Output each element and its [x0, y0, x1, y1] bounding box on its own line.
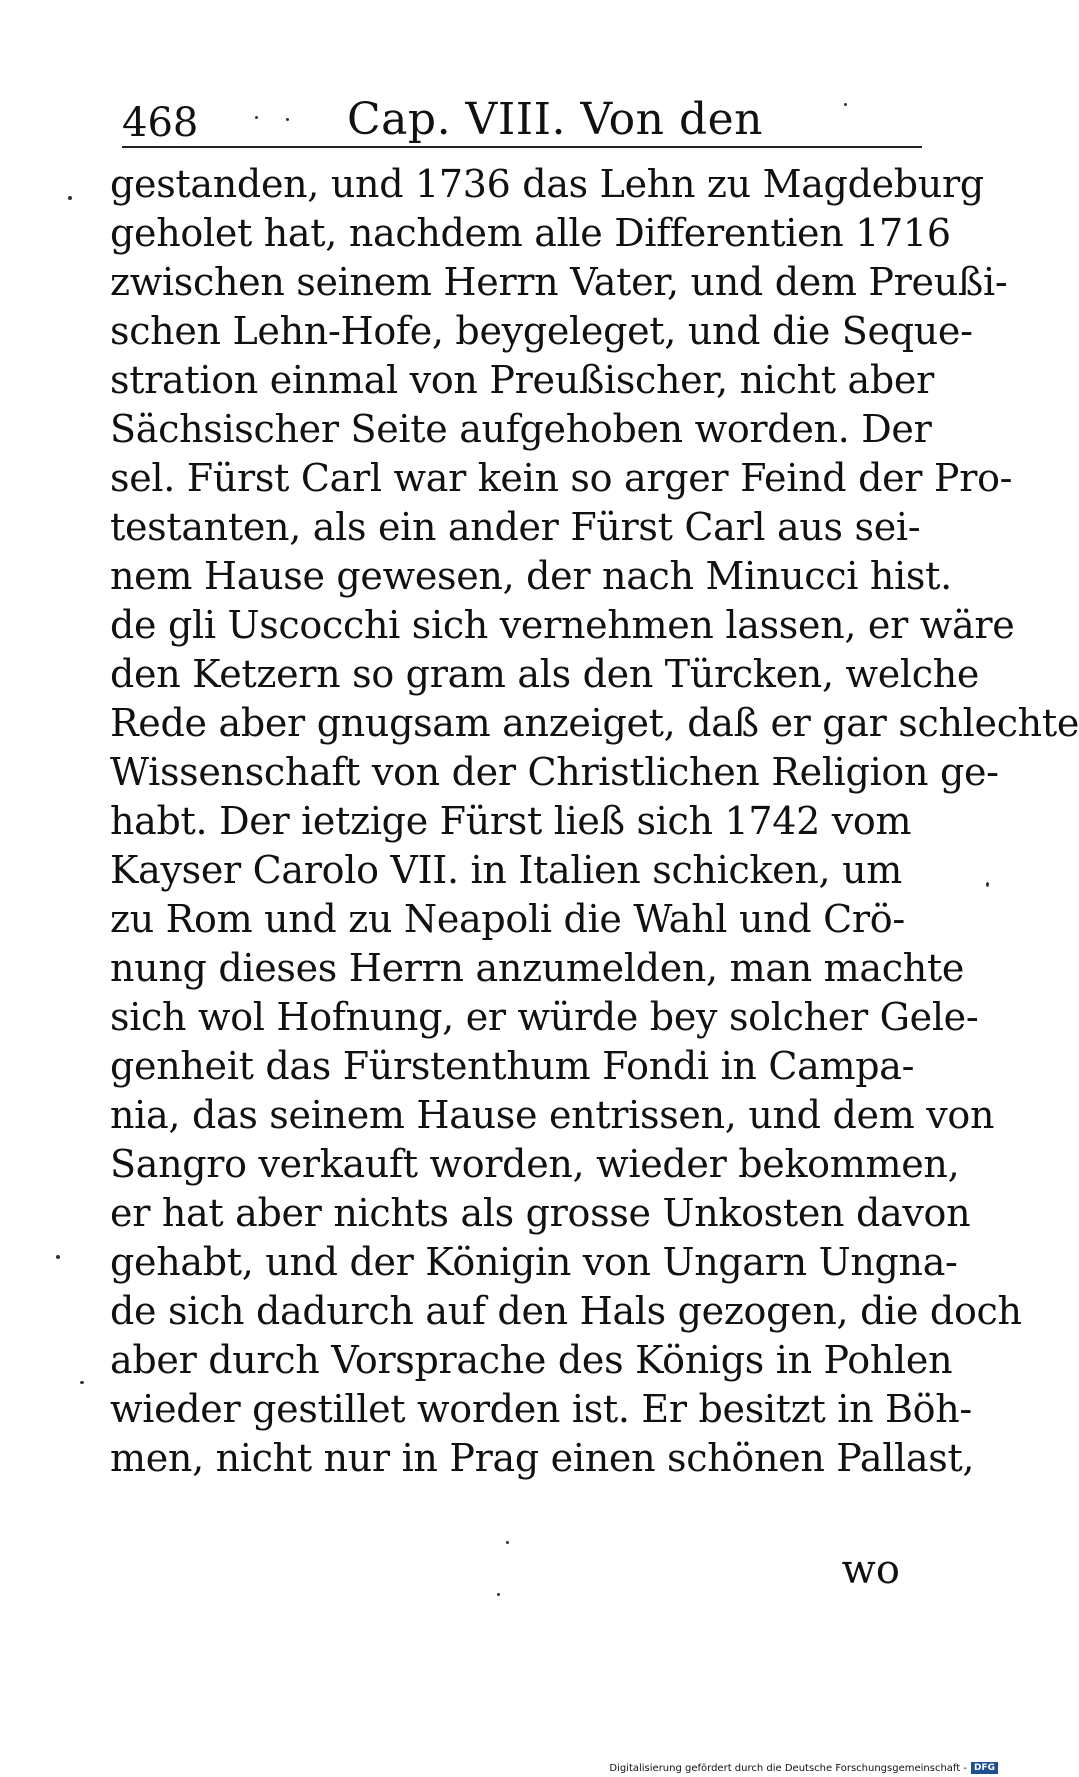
text-line: Wissenschaft von der Christlichen Religion ge-: [110, 750, 999, 794]
text-line: men, nicht nur in Prag einen schönen Pallast,: [110, 1436, 975, 1480]
catchword: wo: [841, 1547, 900, 1593]
header-rule: [122, 146, 922, 148]
text-line: de gli Uscocchi sich vernehmen lassen, er wäre: [110, 603, 1015, 647]
text-line: sel. Fürst Carl war kein so arger Feind der Pro-: [110, 456, 1013, 500]
text-line: zu Rom und zu Neapoli die Wahl und Crö-: [110, 897, 905, 941]
text-line: de sich dadurch auf den Hals gezogen, die doch: [110, 1289, 1022, 1333]
text-line: gehabt, und der Königin von Ungarn Ungna-: [110, 1240, 958, 1284]
text-line: schen Lehn-Hofe, beygeleget, und die Seque-: [110, 309, 973, 353]
text-line: Kayser Carolo VII. in Italien schicken, um: [110, 848, 902, 892]
scan-speck: [68, 196, 72, 200]
text-line: den Ketzern so gram als den Türcken, welche: [110, 652, 980, 696]
text-line: stration einmal von Preußischer, nicht aber: [110, 358, 934, 402]
scan-speck: [986, 882, 989, 887]
text-line: wieder gestillet worden ist. Er besitzt in Böh-: [110, 1387, 972, 1431]
scan-speck: [286, 118, 289, 121]
running-head: Cap. VIII. Von den: [347, 94, 764, 145]
text-line: gestanden, und 1736 das Lehn zu Magdeburg: [110, 162, 984, 206]
digitization-credit: [609, 1759, 1000, 1777]
dfg-logo: DFG: [971, 1762, 998, 1774]
page-number: 468: [122, 100, 199, 146]
text-line: nia, das seinem Hause entrissen, und dem von: [110, 1093, 995, 1137]
text-line: sich wol Hofnung, er würde bey solcher Gele-: [110, 995, 979, 1039]
text-line: er hat aber nichts als grosse Unkosten davon: [110, 1191, 971, 1235]
scan-speck: [506, 1541, 509, 1544]
scan-speck: [80, 1381, 84, 1384]
scan-speck: [497, 1593, 500, 1596]
page-header: [122, 92, 922, 152]
scan-speck: [56, 1255, 60, 1259]
text-line: testanten, als ein ander Fürst Carl aus sei-: [110, 505, 921, 549]
text-line: geholet hat, nachdem alle Differentien 1716: [110, 211, 951, 255]
text-line: zwischen seinem Herrn Vater, und dem Preußi-: [110, 260, 1008, 304]
credit-text: Digitalisierung gefördert durch die Deutsche Forschungsgemeinschaft -: [609, 1762, 967, 1774]
text-line: habt. Der ietzige Fürst ließ sich 1742 vom: [110, 799, 912, 843]
text-line: genheit das Fürstenthum Fondi in Campa-: [110, 1044, 915, 1088]
scan-speck: [844, 103, 847, 106]
text-line: Sächsischer Seite aufgehoben worden. Der: [110, 407, 932, 451]
text-line: Rede aber gnugsam anzeiget, daß er gar schlechte: [110, 701, 1079, 745]
text-line: nung dieses Herrn anzumelden, man machte: [110, 946, 965, 990]
scan-speck: [255, 116, 258, 119]
text-line: Sangro verkauft worden, wieder bekommen,: [110, 1142, 960, 1186]
text-line: aber durch Vorsprache des Königs in Pohlen: [110, 1338, 953, 1382]
body-text: [110, 160, 1079, 1483]
text-line: nem Hause gewesen, der nach Minucci hist.: [110, 554, 952, 598]
